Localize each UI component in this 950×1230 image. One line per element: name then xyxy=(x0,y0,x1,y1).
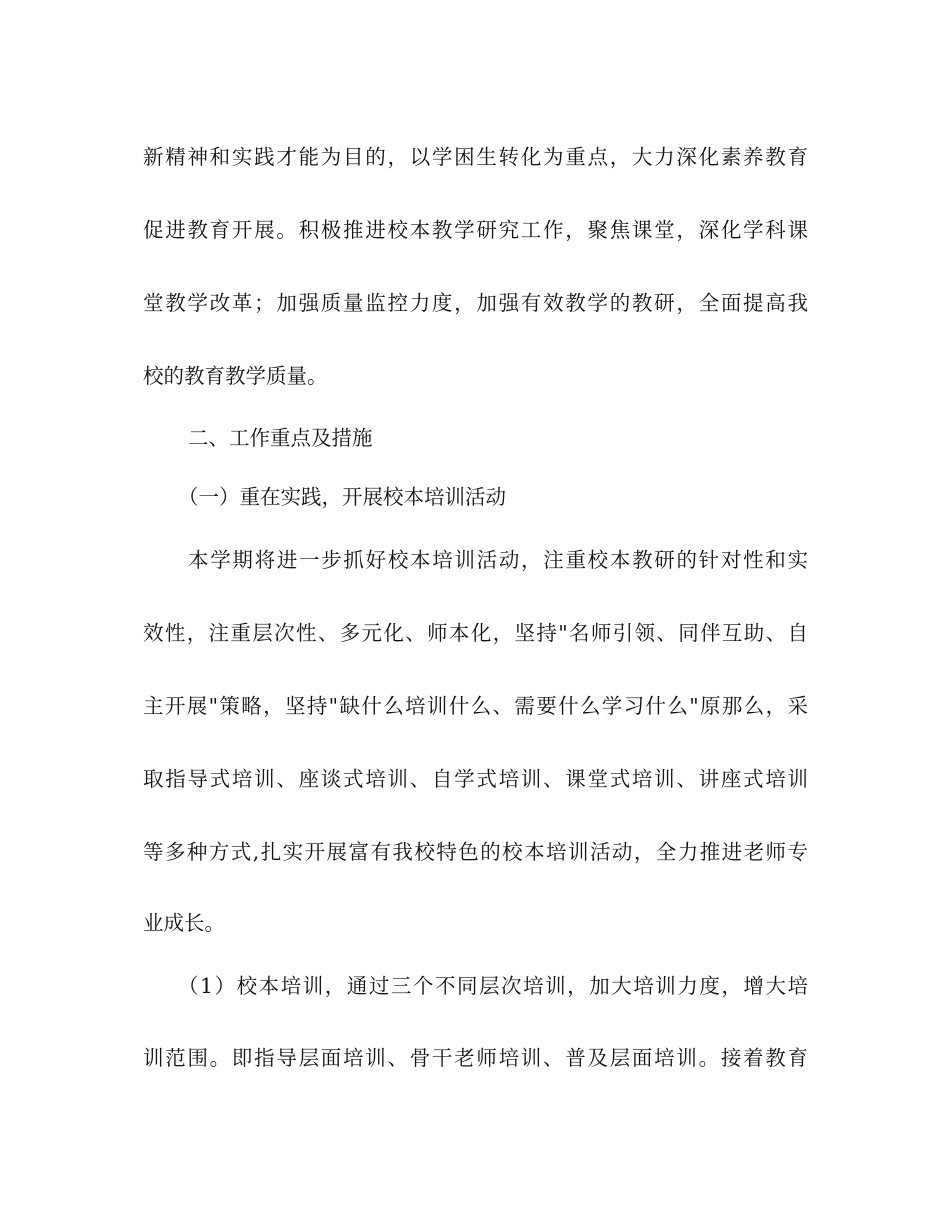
paragraph-line: 新精神和实践才能为目的，以学困生转化为重点，大力深化素养教育 xyxy=(143,145,808,169)
paragraph-line: 等多种方式,扎实开展富有我校特色的校本培训活动，全力推进老师专 xyxy=(143,840,808,864)
paragraph-line: 本学期将进一步抓好校本培训活动，注重校本教研的针对性和实 xyxy=(188,548,808,572)
paragraph-line: 主开展"策略，坚持"缺什么培训什么、需要什么学习什么"原那么，采 xyxy=(143,694,808,718)
paragraph-line: 堂教学改革；加强质量监控力度，加强有效教学的教研，全面提高我 xyxy=(143,291,808,315)
subsection-heading: （一）重在实践，开展校本培训活动 xyxy=(178,485,506,509)
paragraph-line: （1）校本培训，通过三个不同层次培训，加大培训力度，增大培 xyxy=(178,974,808,998)
paragraph-line: 校的教育教学质量。 xyxy=(143,364,328,388)
section-heading: 二、工作重点及措施 xyxy=(188,426,373,450)
paragraph-line: 取指导式培训、座谈式培训、自学式培训、课堂式培训、讲座式培训 xyxy=(143,767,808,791)
paragraph-line: 促进教育开展。积极推进校本教学研究工作，聚焦课堂，深化学科课 xyxy=(143,218,808,242)
paragraph-line: 训范围。即指导层面培训、骨干老师培训、普及层面培训。接着教育 xyxy=(143,1046,808,1070)
paragraph-line: 效性，注重层次性、多元化、师本化，坚持"名师引领、同伴互助、自 xyxy=(143,621,808,645)
paragraph-line: 业成长。 xyxy=(143,911,225,935)
